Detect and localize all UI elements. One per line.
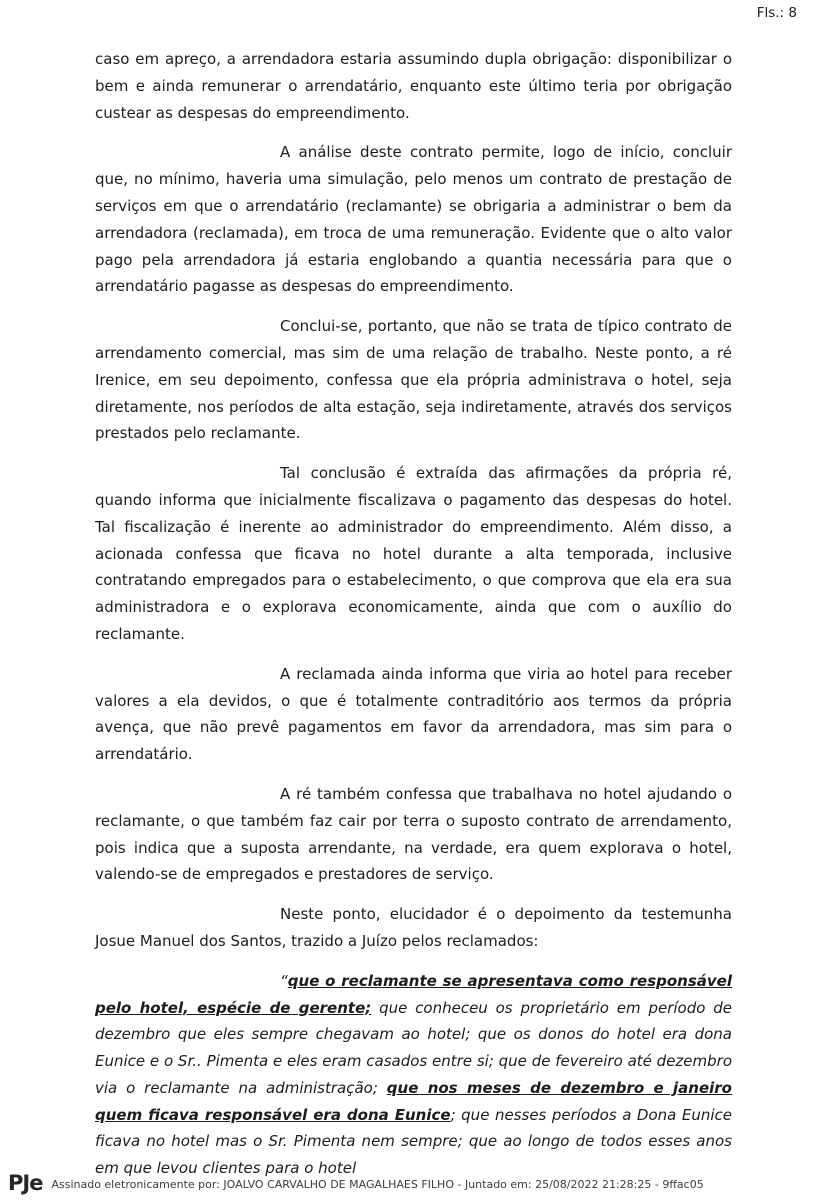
signature-footer [8, 1171, 704, 1195]
paragraph: A análise deste contrato permite, logo de início, concluir que, no mínimo, haveria uma simulação, pelo menos um contrato de prestação de serviços em que o arrendatário (reclamante) se obrigaria a administrar o bem da arrendadora (reclamada), em troca de uma remuneração. Evidente que o alto valor pago pela arrendadora já estaria englobando a quantia necessária para que o arrendatário pagasse as despesas do empreendimento. [95, 143, 732, 296]
paragraph: Neste ponto, elucidador é o depoimento da testemunha Josue Manuel dos Santos, trazido a Juízo pelos reclamados: [95, 905, 732, 950]
signature-text: Assinado eletronicamente por: JOALVO CARVALHO DE MAGALHAES FILHO - Juntado em: 25/08/2022 21:28:25 - 9ffac05 [51, 1178, 704, 1191]
paragraph: Conclui-se, portanto, que não se trata de típico contrato de arrendamento comercial, mas sim de uma relação de trabalho. Neste ponto, a ré Irenice, em seu depoimento, confessa que ela própria administrava o hotel, seja diretamente, nos períodos de alta estação, seja indiretamente, através dos serviços prestados pelo reclamante. [95, 317, 732, 443]
paragraph: Tal conclusão é extraída das afirmações da própria ré, quando informa que inicialmente fiscalizava o pagamento das despesas do hotel. Tal fiscalização é inerente ao administrador do empreendimento. Além disso, a acionada confessa que ficava no hotel durante a alta temporada, inclusive contratando empregados para o estabelecimento, o que comprova que ela era sua administradora e o explorava economicamente, ainda que com o auxílio do reclamante. [95, 464, 732, 643]
open-quote-mark: “ [280, 971, 288, 990]
quote-text: que conheceu os proprietário em período de dezembro que eles sempre chegavam ao hotel; que os donos do hotel era dona Eunice e o Sr.. Pimenta e eles eram casados entre si; que de fevereiro até dezembro via o reclamante na administração; [95, 998, 732, 1097]
paragraph: A reclamada ainda informa que viria ao hotel para receber valores a ela devidos, o que é totalmente contraditório aos termos da própria avença, que não prevê pagamentos em favor da arrendadora, mas sim para o arrendatário. [95, 664, 732, 764]
document-body [95, 46, 732, 1195]
testimony-quote [95, 968, 732, 1182]
quote-emphasis: que nos meses de dezembro e janeiro quem ficava responsável era dona Eunice [95, 1078, 732, 1124]
page-number: Fls.: 8 [756, 5, 797, 21]
paragraph: caso em apreço, a arrendadora estaria assumindo dupla obrigação: disponibilizar o bem e ainda remunerar o arrendatário, enquanto este último teria por obrigação custear as despesas do empreendimento. [95, 50, 732, 122]
quote-text: ; que nesses períodos a Dona Eunice ficava no hotel mas o Sr. Pimenta nem sempre; que ao longo de todos esses anos em que levou clientes para o hotel [95, 1105, 733, 1178]
pje-logo: PJe [8, 1171, 43, 1195]
quote-emphasis: que o reclamante se apresentava como responsável pelo hotel, espécie de gerente; [95, 971, 732, 1017]
paragraph: A ré também confessa que trabalhava no hotel ajudando o reclamante, o que também faz cair por terra o suposto contrato de arrendamento, pois indica que a suposta arrendante, na verdade, era quem explorava o hotel, valendo-se de empregados e prestadores de serviço. [95, 784, 732, 884]
